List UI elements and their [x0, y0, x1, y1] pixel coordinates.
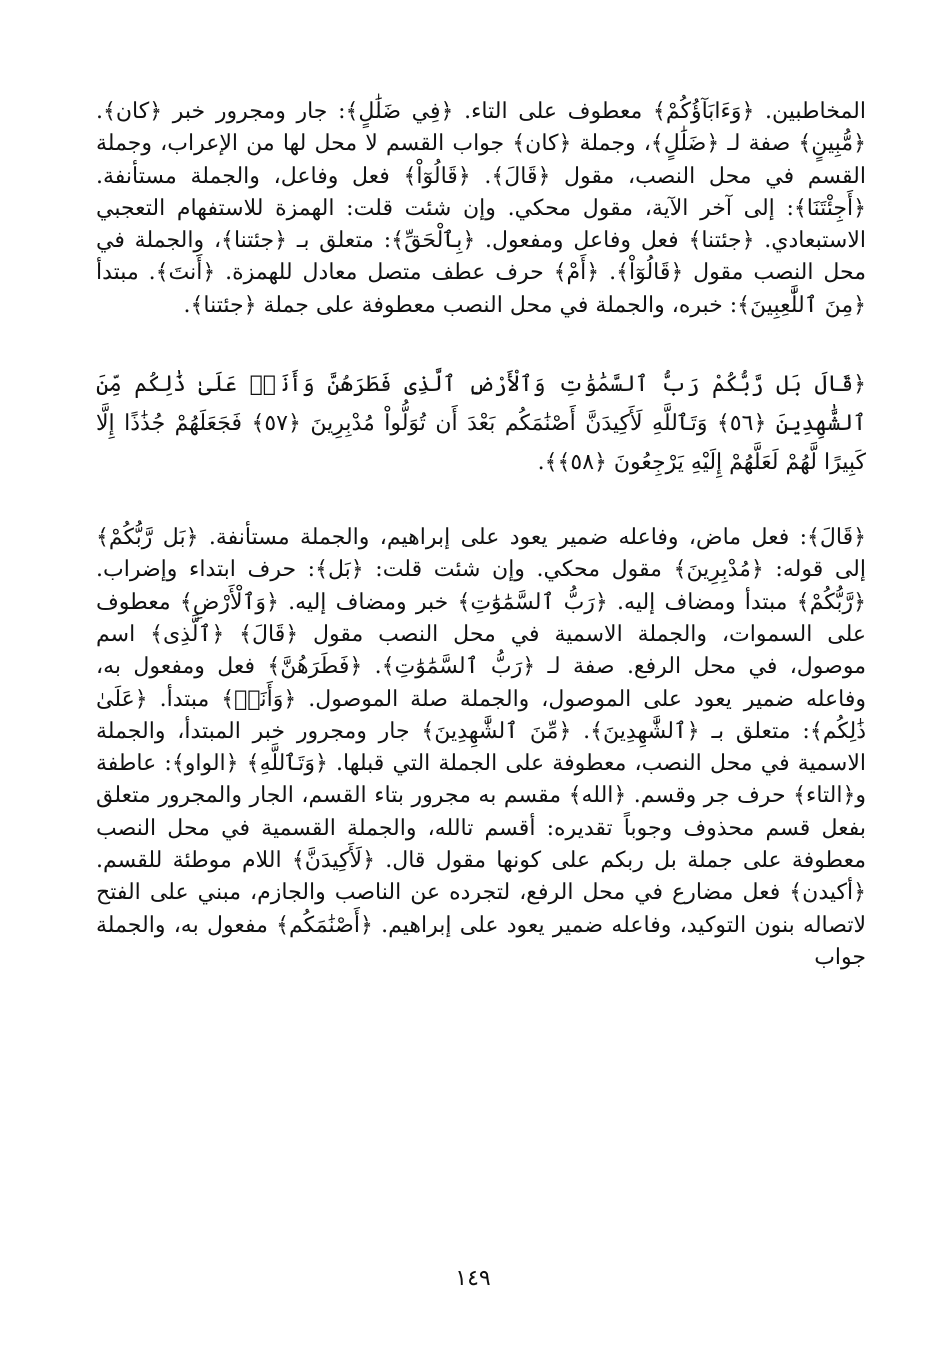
commentary-paragraph-bottom: ﴿قَالَ﴾: فعل ماض، وفاعله ضمير يعود على إبراهيم، والجملة مستأنفة. ﴿بَل رَّبُّكُمْ﴾ إلى قوله: ﴿مُدْبِرِينَ﴾ مقول محكي. وإن شئت قلت: ﴿بَل﴾: حرف ابتداء وإضراب. ﴿رَّبُّكُمْ﴾ مبتدأ ومضاف إليه. ﴿رَبُّ ٱلسَّمَٰوَٰتِ﴾ خبر ومضاف إليه. ﴿وَٱلْأَرْضِ﴾ معطوف على السموات، والجملة الاسمية في محل النصب مقول ﴿قَالَ﴾ ﴿ٱلَّذِى﴾ اسم موصول، في محل الرفع. صفة لـ ﴿رَبُّ ٱلسَّمَٰوَٰتِ﴾. ﴿فَطَرَهُنَّ﴾ فعل ومفعول به، وفاعله ضمير يعود على الموصول، والجملة صلة الموصول. ﴿وَأَنَا۠﴾ مبتدأ. ﴿عَلَىٰ ذَٰلِكُم﴾: متعلق بـ ﴿ٱلشَّٰهِدِينَ﴾. ﴿مِّنَ ٱلشَّٰهِدِينَ﴾ جار ومجرور خبر المبتدأ، والجملة الاسمية في محل النصب، معطوفة على الجملة التي قبلها. ﴿وَتَٱللَّهِ﴾ ﴿الواو﴾: عاطفة و﴿التاء﴾ حرف جر وقسم. ﴿الله﴾ مقسم به مجرور بتاء القسم، الجار والمجرور متعلق بفعل قسم محذوف وجوباً تقديره: أقسم تالله، والجملة القسمية في محل النصب معطوفة على جملة بل ربكم على كونها مقول قال. ﴿لَأَكِيدَنَّ﴾ اللام موطئة للقسم. ﴿أكيدن﴾ فعل مضارع في محل الرفع، لتجرده عن الناصب والجازم، مبني على الفتح لاتصاله بنون التوكيد، وفاعله ضمير يعود على إبراهيم. ﴿أَصْنَٰمَكُم﴾ مفعول به، والجملة جواب [96, 525, 866, 970]
commentary-paragraph-top: المخاطبين. ﴿وَءَابَآؤُكُمْ﴾ معطوف على التاء. ﴿فِي ضَلَٰلٍ﴾: جار ومجرور خبر ﴿كان﴾. ﴿مُّبِينٍ﴾ صفة لـ ﴿ضَلَٰلٍ﴾، وجملة ﴿كان﴾ جواب القسم لا محل لها من الإعراب، وجملة القسم في محل النصب، مقول ﴿قَالَ﴾. ﴿قَالُوٓاْ﴾ فعل وفاعل، والجملة مستأنفة. ﴿أَجِئْتَنَا﴾: إلى آخر الآية، مقول محكي. وإن شئت قلت: الهمزة للاستفهام التعجبي الاستبعادي. ﴿جئتنا﴾ فعل وفاعل ومفعول. ﴿بِٱلْحَقِّ﴾: متعلق بـ ﴿جئتنا﴾، والجملة في محل النصب مقول ﴿قَالُوٓاْ﴾. ﴿أَمْ﴾ حرف عطف متصل معادل للهمزة. ﴿أَنتَ﴾. مبتدأ ﴿مِنَ ٱللَّٰعِبِينَ﴾: خبره، والجملة في محل النصب معطوفة على جملة ﴿جئتنا﴾. [96, 99, 866, 318]
page-body [96, 96, 866, 974]
quran-verse-block: ﴿قَالَ بَل رَّبُّكُمْ رَبُّ ٱلسَّمَٰوَٰتِ وَٱلْأَرْضِ ٱلَّذِى فَطَرَهُنَّ وَأَنَا۠ عَلَىٰ ذَٰلِكُم مِّنَ ٱلشَّٰهِدِينَ ﴿٥٦﴾ وَتَٱللَّهِ لَأَكِيدَنَّ أَصْنَٰمَكُم بَعْدَ أَن تُوَلُّواْ مُدْبِرِينَ ﴿٥٧﴾ فَجَعَلَهُمْ جُذَٰذًا إِلَّا كَبِيرًا لَّهُمْ لَعَلَّهُمْ إِلَيْهِ يَرْجِعُونَ ﴿٥٨﴾﴾. [96, 372, 867, 476]
page-number: ١٤٩ [455, 1266, 491, 1291]
